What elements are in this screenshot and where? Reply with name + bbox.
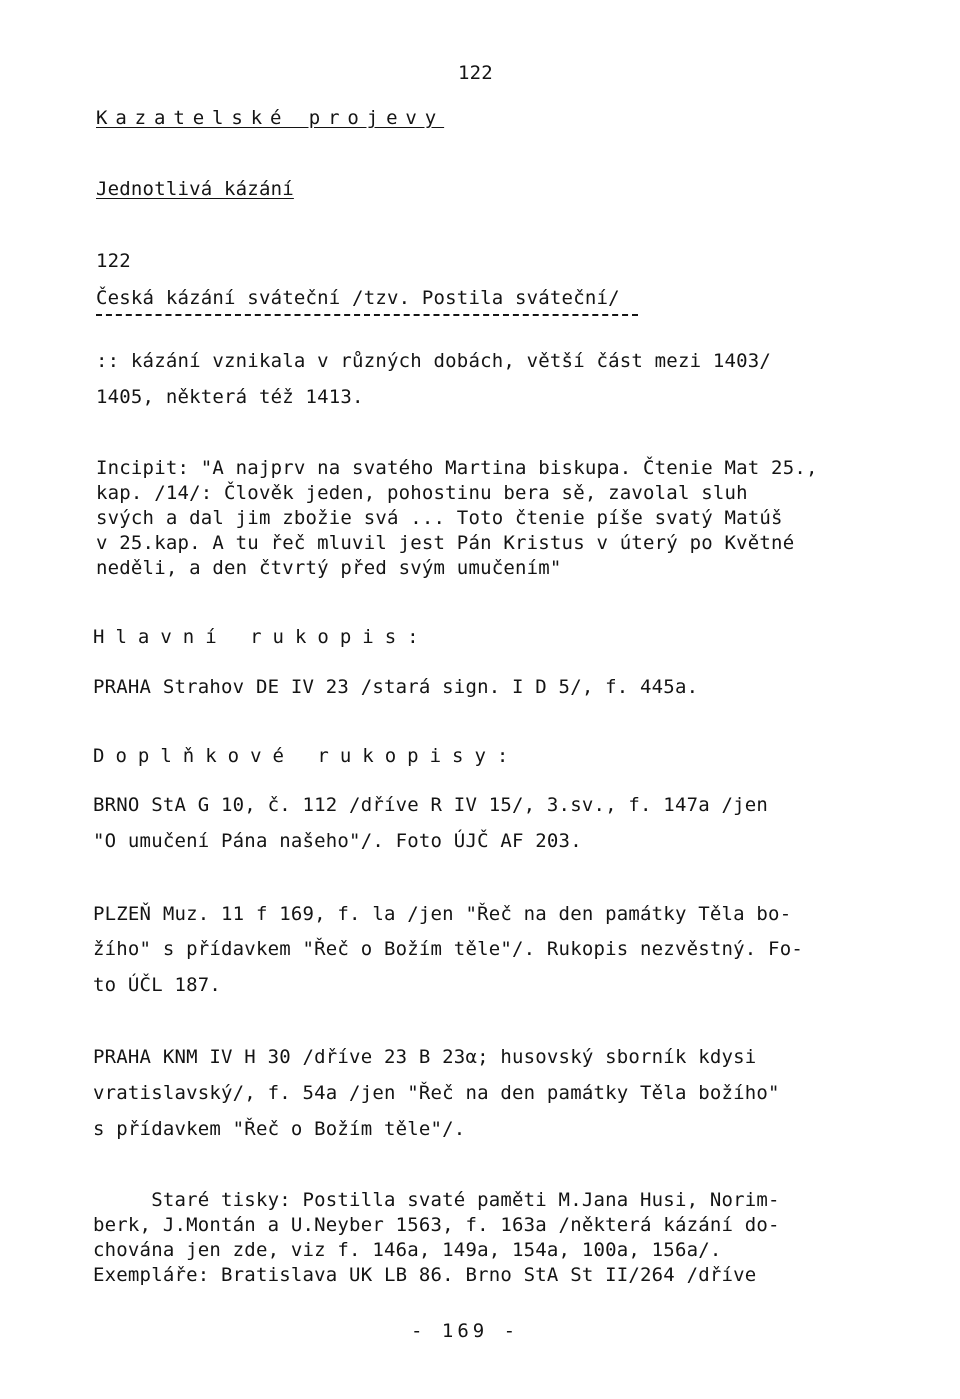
supplementary-manuscript-line: "O umučení Pána našeho"/. Foto ÚJČ AF 203. <box>93 830 582 852</box>
supplementary-manuscript-line: PRAHA KNM IV H 30 /dříve 23 B 23α; husovský sborník kdysi <box>93 1046 757 1068</box>
supplementary-manuscript-line: to ÚČL 187. <box>93 974 222 996</box>
supplementary-manuscript-line: s přídavkem "Řeč o Božím těle"/. <box>93 1118 466 1140</box>
entry-number: 122 <box>96 250 131 272</box>
top-page-number: 122 <box>458 62 493 84</box>
incipit-line: v 25.kap. A tu řeč mluvil jest Pán Kristus v úterý po Květné <box>96 532 795 554</box>
footer-page-number: - 169 - <box>411 1320 520 1342</box>
old-prints-line: Staré tisky: Postilla svaté paměti M.Jana Husi, Norim- <box>93 1189 780 1211</box>
supplementary-manuscript-line: žího" s přídavkem "Řeč o Božím těle"/. Rukopis nezvěstný. Fo- <box>93 938 803 960</box>
dating-line: 1405, některá též 1413. <box>96 386 364 408</box>
supplementary-manuscript-line: vratislavský/, f. 54a /jen "Řeč na den památky Těla božího" <box>93 1082 780 1104</box>
incipit-line: kap. /14/: Člověk jeden, pohostinu bera sě, zavolal sluh <box>96 482 748 504</box>
old-prints-line: Exempláře: Bratislava UK LB 86. Brno StA St II/264 /dříve <box>93 1264 757 1286</box>
supplementary-manuscript-line: PLZEŇ Muz. 11 f 169, f. la /jen "Řeč na den památky Těla bo- <box>93 903 792 925</box>
subsection-title: Jednotlivá kázání <box>96 178 294 200</box>
incipit-line: Incipit: "A najprv na svatého Martina biskupa. Čtenie Mat 25., <box>96 457 818 479</box>
old-prints-line: berk, J.Montán a U.Neyber 1563, f. 163a /některá kázání do- <box>93 1214 780 1236</box>
supplementary-manuscripts-heading: Doplňkové rukopisy: <box>93 745 520 767</box>
main-manuscript-heading: Hlavní rukopis: <box>93 626 430 648</box>
dating-line: :: kázání vznikala v různých dobách, větší část mezi 1403/ <box>96 350 772 372</box>
supplementary-manuscript-line: BRNO StA G 10, č. 112 /dříve R IV 15/, 3.sv., f. 147a /jen <box>93 794 769 816</box>
incipit-line: neděli, a den čtvrtý před svým umučením" <box>96 557 562 579</box>
old-prints-line: chována jen zde, viz f. 146a, 149a, 154a, 100a, 156a/. <box>93 1239 722 1261</box>
incipit-line: svých a dal jim zbožie svá ... Toto čtenie píše svatý Matúš <box>96 507 783 529</box>
main-manuscript-entry: PRAHA Strahov DE IV 23 /stará sign. I D 5/, f. 445a. <box>93 676 699 698</box>
title-dashed-rule <box>96 314 638 316</box>
work-title: Česká kázání sváteční /tzv. Postila sváteční/ <box>96 287 620 309</box>
section-title: Kazatelské projevy <box>96 107 445 129</box>
